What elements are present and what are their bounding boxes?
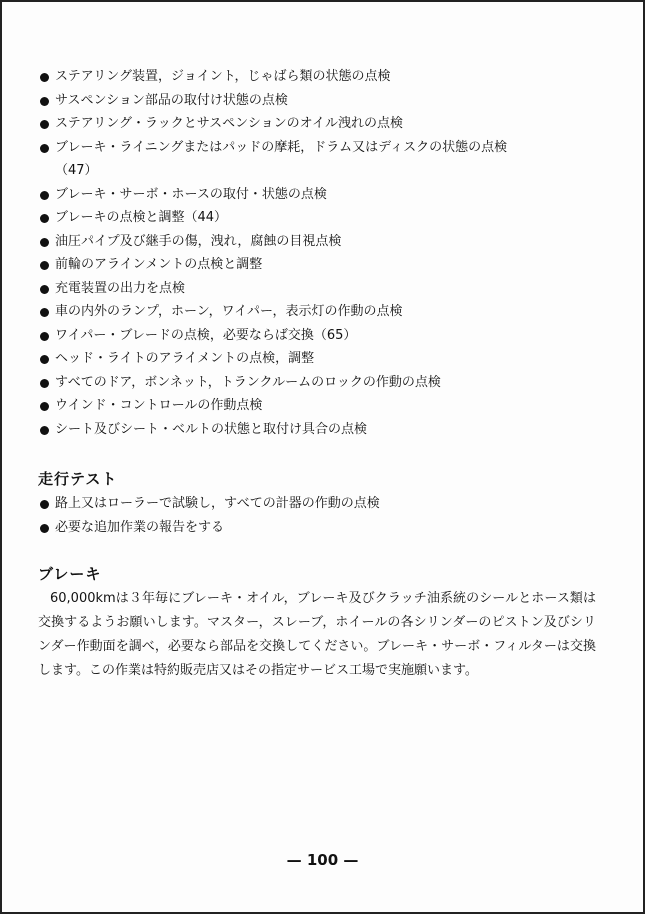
checklist-item-text: 油圧パイプ及び継手の傷，洩れ，腐蝕の目視点検	[55, 233, 342, 249]
checklist-item-text: シート及びシート・ベルトの状態と取付け具合の点検	[55, 421, 368, 437]
bullet-icon	[40, 238, 49, 247]
bullet-icon	[40, 73, 49, 82]
checklist-item-text: 前輪のアラインメントの点検と調整	[55, 257, 263, 272]
checklist-item-text: 必要な追加作業の報告をする	[55, 519, 225, 535]
checklist-item	[40, 183, 600, 207]
checklist-item-text: すべてのドア，ボンネット，トランクルームのロックの作動の点検	[55, 374, 441, 390]
maintenance-checklist	[40, 65, 600, 441]
bullet-icon	[40, 308, 49, 317]
bullet-icon	[40, 500, 49, 509]
bullet-icon	[40, 402, 49, 411]
checklist-item-text: ステアリング装置，ジョイント，じゃばら類の状態の点検	[55, 69, 391, 84]
checklist-item-text: サスペンション部品の取付け状態の点検	[55, 92, 288, 108]
checklist-item	[40, 492, 600, 516]
page-number: — 100 —	[286, 851, 359, 869]
checklist-item-text: ステアリング・ラックとサスペンションのオイル洩れの点検	[55, 116, 403, 131]
brake-heading: ブレーキ	[38, 565, 102, 583]
checklist-item-text: ワイパー・ブレードの点検，必要ならば交換（65）	[55, 327, 357, 343]
checklist-item	[40, 394, 600, 418]
checklist-item-continuation: （47）	[55, 163, 98, 178]
bullet-icon	[40, 285, 49, 294]
checklist-item	[40, 112, 600, 136]
checklist-item-text: ブレーキの点検と調整（44）	[55, 210, 228, 225]
checklist-item	[40, 371, 600, 395]
checklist-item	[40, 136, 600, 183]
bullet-icon	[40, 120, 49, 129]
checklist-item	[40, 206, 600, 230]
road-test-heading: 走行テスト	[38, 470, 118, 488]
bullet-icon	[40, 355, 49, 364]
checklist-item	[40, 324, 600, 348]
bullet-icon	[40, 524, 49, 533]
margin-scan-artifact	[623, 302, 637, 492]
checklist-item	[40, 516, 600, 540]
checklist-item	[40, 277, 600, 301]
checklist-item-text: 車の内外のランプ，ホーン，ワイパー，表示灯の作動の点検	[55, 304, 403, 319]
checklist-item	[40, 347, 600, 371]
bullet-icon	[40, 261, 49, 270]
checklist-item-text: ウインド・コントロールの作動点検	[55, 398, 263, 413]
checklist-item-text: ヘッド・ライトのアライメントの点検，調整	[55, 351, 315, 366]
bullet-icon	[40, 332, 49, 341]
checklist-item	[40, 89, 600, 113]
checklist-item	[40, 230, 600, 254]
checklist-item	[40, 418, 600, 442]
bullet-icon	[40, 191, 49, 200]
brake-paragraph: 60,000kmは３年毎にブレーキ・オイル，ブレーキ及びクラッチ油系統のシールとホース類は交換するようお願いします。マスター，スレーブ，ホイールの各シリンダーのピストン及びシリンダー作動面を調べ，必要なら部品を交換してください。ブレーキ・サーボ・フィルターは交換します。この作業は特約販売店又はその指定サービス工場で実施願います。	[38, 591, 596, 678]
checklist-item-text: 充電装置の出力を点検	[55, 280, 186, 296]
checklist-item-text: 路上又はローラーで試験し，すべての計器の作動の点検	[55, 496, 380, 511]
bullet-icon	[40, 426, 49, 435]
bullet-icon	[40, 214, 49, 223]
checklist-item	[40, 253, 600, 277]
bullet-icon	[40, 379, 49, 388]
checklist-item	[40, 65, 600, 89]
checklist-item-text: ブレーキ・ライニングまたはパッドの摩耗，ドラム又はディスクの状態の点検	[55, 139, 508, 155]
road-test-list	[40, 492, 600, 539]
checklist-item	[40, 300, 600, 324]
bullet-icon	[40, 144, 49, 153]
checklist-item-text: ブレーキ・サーボ・ホースの取付・状態の点検	[55, 186, 327, 202]
bullet-icon	[40, 97, 49, 106]
